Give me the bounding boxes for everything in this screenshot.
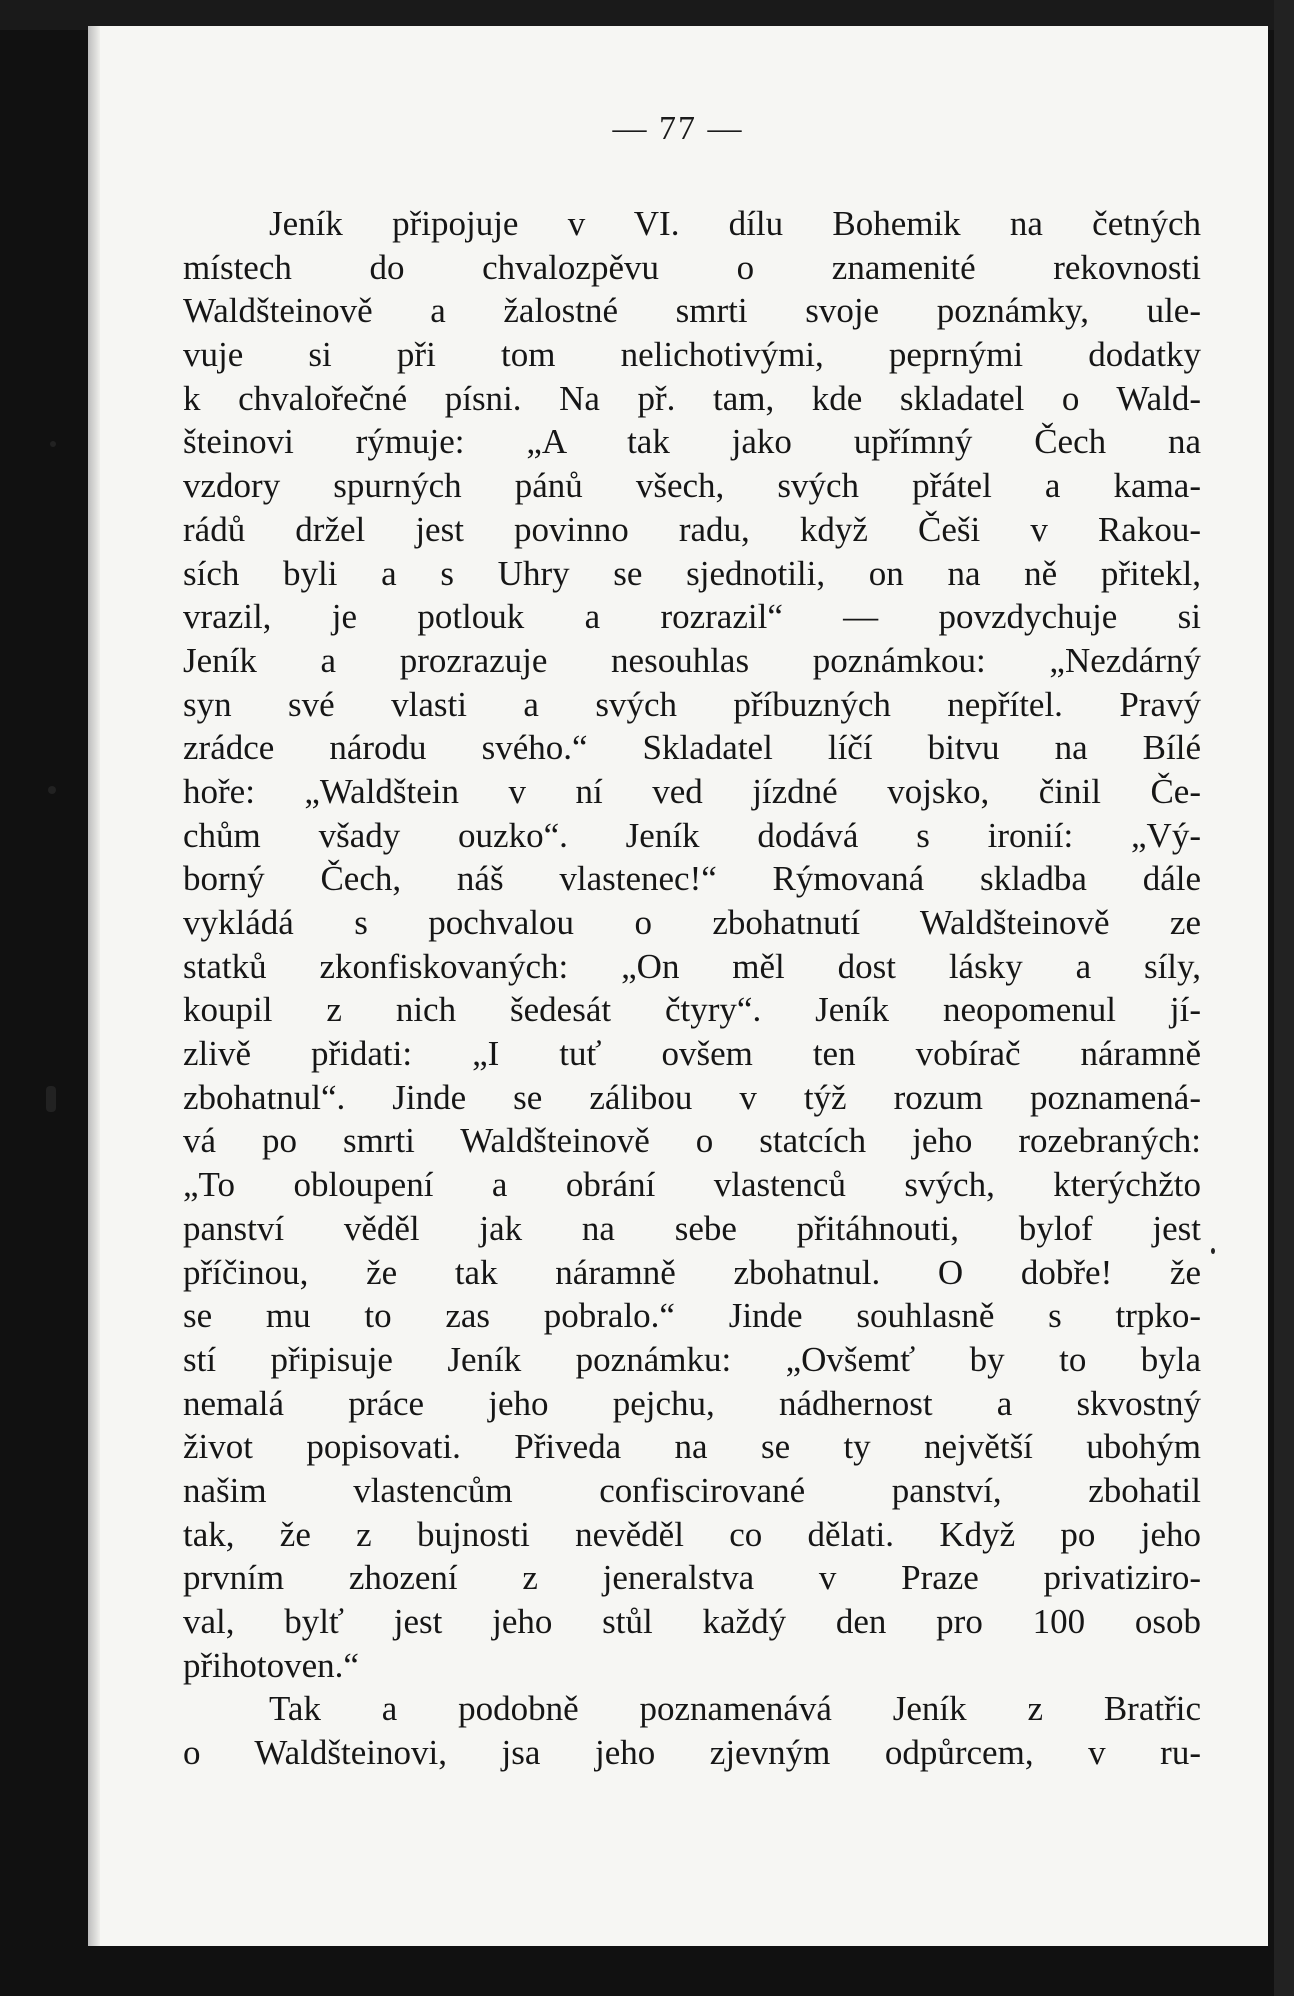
text-line: vykládá s pochvalou o zbohatnutí Waldšteinově ze <box>183 903 1201 942</box>
book-page <box>88 26 1268 1946</box>
text-line: Waldšteinově a žalostné smrti svoje poznámky, ule- <box>183 291 1201 331</box>
text-line: vá po smrti Waldšteinově o statcích jeho rozebraných: <box>183 1121 1201 1161</box>
body-text <box>183 202 1201 1775</box>
text-line: panství věděl jak na sebe přitáhnouti, bylof jest <box>183 1208 1201 1248</box>
text-line: tak, že z bujnosti nevěděl co dělati. Když po jeho <box>183 1514 1201 1554</box>
scan-border-right <box>1274 0 1294 1996</box>
text-line: vuje si při tom nelichotivými, peprnými dodatky <box>183 335 1201 375</box>
text-line: chům všady ouzko“. Jeník dodává s ironií: „Vý- <box>183 815 1201 855</box>
text-line: Jeník připojuje v VI. dílu Bohemik na četných <box>269 204 1201 243</box>
text-line: koupil z nich šedesát čtyry“. Jeník neopomenul jí- <box>183 990 1201 1030</box>
text-line: hoře: „Waldštein v ní ved jízdné vojsko, činil Če- <box>183 771 1201 811</box>
text-line: našim vlastencům confiscirované panství, zbohatil <box>183 1470 1201 1510</box>
text-line: prvním zhození z jeneralstva v Praze privatiziro- <box>183 1558 1201 1598</box>
text-line: o Waldšteinovi, jsa jeho zjevným odpůrcem, v ru- <box>183 1733 1201 1773</box>
text-line: val, bylť jest jeho stůl každý den pro 100 osob <box>183 1602 1201 1641</box>
text-line: zrádce národu svého.“ Skladatel líčí bitvu na Bílé <box>183 728 1201 768</box>
text-line: Tak a podobně poznamenává Jeník z Bratřic <box>269 1689 1201 1729</box>
text-line: se mu to zas pobralo.“ Jinde souhlasně s trpko- <box>183 1296 1201 1336</box>
text-line: k chvalořečné písni. Na př. tam, kde skladatel o Wald- <box>183 378 1201 418</box>
text-line: statků zkonfiskovaných: „On měl dost lásky a síly, <box>183 946 1201 986</box>
page-gutter <box>88 26 100 1946</box>
text-line: život popisovati. Přiveda na se ty největší ubohým <box>183 1427 1201 1467</box>
text-line: nemalá práce jeho pejchu, nádhernost a skvostný <box>183 1383 1201 1423</box>
text-line: zbohatnul“. Jinde se zálibou v týž rozum poznamená- <box>183 1077 1201 1117</box>
text-line: vzdory spurných pánů všech, svých přátel a kama- <box>183 466 1201 506</box>
text-line: sích byli a s Uhry se sjednotili, on na ně přitekl, <box>183 553 1201 593</box>
text-line: místech do chvalozpěvu o znamenité rekovnosti <box>183 247 1201 287</box>
page-number: — 77 — <box>612 110 744 147</box>
text-line: vrazil, je potlouk a rozrazil“ — povzdychuje si <box>183 597 1201 637</box>
text-line: zlivě přidati: „I tuť ovšem ten vobírač náramně <box>183 1034 1201 1074</box>
text-line: borný Čech, náš vlastenec!“ Rýmovaná skladba dále <box>183 859 1201 899</box>
text-line: příčinou, že tak náramně zbohatnul. O dobře! že <box>183 1252 1201 1292</box>
text-line: syn své vlasti a svých příbuzných nepřítel. Pravý <box>183 684 1201 724</box>
text-line: rádů držel jest povinno radu, když Češi v Rakou- <box>183 509 1201 549</box>
text-line: přihotoven.“ <box>183 1645 359 1685</box>
text-line: šteinovi rýmuje: „A tak jako upřímný Čech na <box>183 422 1201 462</box>
text-line: stí připisuje Jeník poznámku: „Ovšemť by to byla <box>183 1339 1201 1379</box>
text-line: „To obloupení a obrání vlastenců svých, kterýchžto <box>183 1165 1201 1205</box>
text-line: Jeník a prozrazuje nesouhlas poznámkou: „Nezdárný <box>183 640 1201 680</box>
